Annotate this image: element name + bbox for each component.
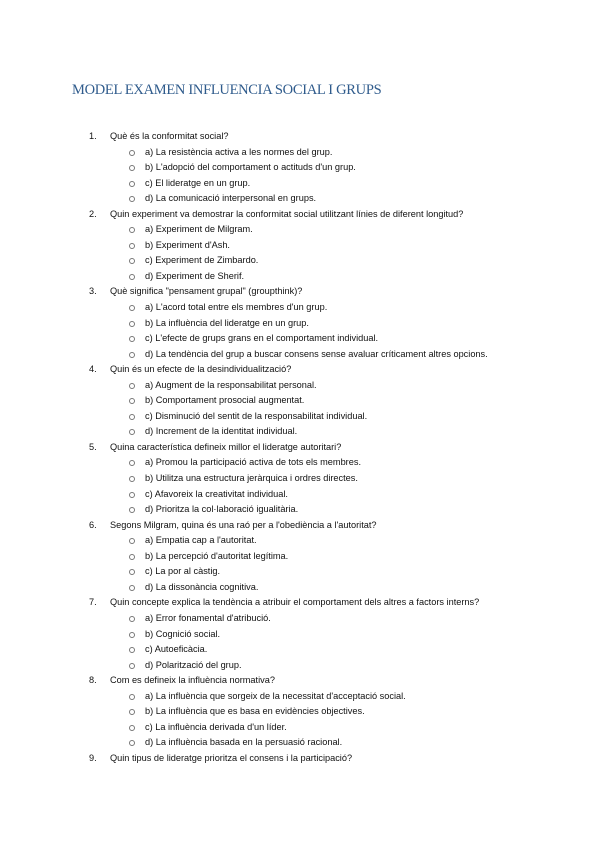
circle-bullet-icon [129, 398, 135, 404]
question-item [0, 673, 600, 689]
document-title: MODEL EXAMEN INFLUENCIA SOCIAL I GRUPS [72, 82, 382, 98]
answer-option [0, 191, 600, 207]
circle-bullet-icon [129, 663, 135, 669]
circle-bullet-icon [129, 352, 135, 358]
circle-bullet-icon [129, 414, 135, 420]
answer-option [0, 642, 600, 658]
answer-option [0, 238, 600, 254]
circle-bullet-icon [129, 476, 135, 482]
circle-bullet-icon [129, 165, 135, 171]
option-text: c) La influència derivada d'un líder. [145, 721, 287, 732]
option-text: c) Autoeficàcia. [145, 644, 208, 655]
circle-bullet-icon [129, 647, 135, 653]
option-text: c) Experiment de Zimbardo. [145, 255, 259, 266]
answer-option [0, 269, 600, 285]
circle-bullet-icon [129, 227, 135, 233]
answer-option [0, 533, 600, 549]
circle-bullet-icon [129, 585, 135, 591]
question-item [0, 518, 600, 534]
option-text: d) La dissonància cognitiva. [145, 581, 259, 592]
option-text: d) Increment de la identitat individual. [145, 426, 298, 437]
option-text: a) Augment de la responsabilitat personal. [145, 379, 317, 390]
question-text: Quin concepte explica la tendència a atribuir el comportament dels altres a factors interns? [110, 597, 480, 608]
answer-option [0, 393, 600, 409]
question-number: 1. [89, 131, 97, 141]
answer-option [0, 580, 600, 596]
answer-option [0, 176, 600, 192]
question-number: 3. [89, 286, 97, 297]
option-text: a) La resistència activa a les normes del grup. [145, 146, 333, 157]
option-text: c) L'efecte de grups grans en el comportament individual. [145, 333, 379, 344]
option-text: d) Polarització del grup. [145, 659, 242, 670]
answer-option [0, 564, 600, 580]
circle-bullet-icon [129, 305, 135, 311]
circle-bullet-icon [129, 616, 135, 622]
circle-bullet-icon [129, 725, 135, 731]
question-text: Quina característica defineix millor el lideratge autoritari? [110, 441, 342, 452]
option-text: d) La influència basada en la persuasió racional. [145, 737, 343, 748]
circle-bullet-icon [129, 507, 135, 513]
question-number: 9. [89, 752, 97, 763]
circle-bullet-icon [129, 694, 135, 700]
circle-bullet-icon [129, 460, 135, 466]
question-text: Què significa "pensament grupal" (groupthink)? [110, 286, 303, 297]
answer-option [0, 253, 600, 269]
circle-bullet-icon [129, 632, 135, 638]
answer-option [0, 611, 600, 627]
option-text: d) Experiment de Sherif. [145, 270, 245, 281]
answer-option [0, 455, 600, 471]
circle-bullet-icon [129, 569, 135, 575]
answer-option [0, 735, 600, 751]
option-text: c) Afavoreix la creativitat individual. [145, 488, 288, 499]
question-item [0, 284, 600, 300]
circle-bullet-icon [129, 150, 135, 156]
option-text: b) Experiment d'Ash. [145, 239, 230, 250]
question-text: Què és la conformitat social? [110, 131, 229, 141]
answer-option [0, 300, 600, 316]
option-text: a) Empatia cap a l'autoritat. [145, 535, 257, 546]
answer-option [0, 471, 600, 487]
question-text: Segons Milgram, quina és una raó per a l'obediència a l'autoritat? [110, 519, 377, 530]
option-text: a) L'acord total entre els membres d'un grup. [145, 302, 328, 313]
circle-bullet-icon [129, 554, 135, 560]
option-text: b) Utilitza una estructura jeràrquica i ordres directes. [145, 473, 358, 484]
option-text: a) La influència que sorgeix de la necessitat d'acceptació social. [145, 690, 406, 701]
question-item [0, 129, 600, 145]
option-text: d) La comunicació interpersonal en grups. [145, 193, 317, 204]
question-text: Quin experiment va demostrar la conformitat social utilitzant línies de diferent longitud? [110, 208, 464, 219]
answer-option [0, 689, 600, 705]
option-text: d) Prioritza la col·laboració igualitària. [145, 504, 299, 515]
answer-option [0, 409, 600, 425]
question-text: Quin tipus de lideratge prioritza el consens i la participació? [110, 752, 353, 763]
option-text: b) La percepció d'autoritat legítima. [145, 550, 289, 561]
question-number: 5. [89, 441, 97, 452]
question-item [0, 362, 600, 378]
circle-bullet-icon [129, 321, 135, 327]
option-text: b) La influència del lideratge en un grup. [145, 317, 309, 328]
question-item [0, 595, 600, 611]
circle-bullet-icon [129, 740, 135, 746]
question-number: 7. [89, 597, 97, 608]
answer-option [0, 347, 600, 363]
circle-bullet-icon [129, 336, 135, 342]
answer-option [0, 145, 600, 161]
circle-bullet-icon [129, 383, 135, 389]
option-text: c) La por al càstig. [145, 566, 221, 577]
answer-option [0, 627, 600, 643]
option-text: a) Error fonamental d'atribució. [145, 612, 271, 623]
option-text: c) Disminució del sentit de la responsabilitat individual. [145, 410, 368, 421]
circle-bullet-icon [129, 196, 135, 202]
answer-option [0, 658, 600, 674]
circle-bullet-icon [129, 492, 135, 498]
circle-bullet-icon [129, 429, 135, 435]
option-text: c) El lideratge en un grup. [145, 177, 251, 188]
circle-bullet-icon [129, 243, 135, 249]
question-number: 6. [89, 519, 97, 530]
circle-bullet-icon [129, 258, 135, 264]
question-number: 8. [89, 675, 97, 686]
question-text: Com es defineix la influència normativa? [110, 675, 275, 686]
answer-option [0, 331, 600, 347]
answer-option [0, 316, 600, 332]
option-text: b) La influència que es basa en evidències objectives. [145, 706, 365, 717]
question-list [0, 129, 600, 766]
circle-bullet-icon [129, 709, 135, 715]
circle-bullet-icon [129, 538, 135, 544]
option-text: a) Promou la participació activa de tots els membres. [145, 457, 361, 468]
answer-option [0, 160, 600, 176]
option-text: b) Comportament prosocial augmentat. [145, 395, 305, 406]
answer-option [0, 222, 600, 238]
answer-option [0, 502, 600, 518]
option-text: b) Cognició social. [145, 628, 221, 639]
option-text: a) Experiment de Milgram. [145, 224, 253, 235]
question-text: Quin és un efecte de la desindividualització? [110, 364, 292, 375]
question-item [0, 440, 600, 456]
question-number: 2. [89, 208, 97, 219]
circle-bullet-icon [129, 274, 135, 280]
answer-option [0, 704, 600, 720]
option-text: d) La tendència del grup a buscar consens sense avaluar críticament altres opcions. [145, 348, 488, 359]
answer-option [0, 424, 600, 440]
question-number: 4. [89, 364, 97, 375]
option-text: b) L'adopció del comportament o actituds d'un grup. [145, 162, 356, 173]
answer-option [0, 378, 600, 394]
answer-option [0, 487, 600, 503]
answer-option [0, 720, 600, 736]
answer-option [0, 549, 600, 565]
question-item [0, 207, 600, 223]
circle-bullet-icon [129, 181, 135, 187]
question-item [0, 751, 600, 767]
